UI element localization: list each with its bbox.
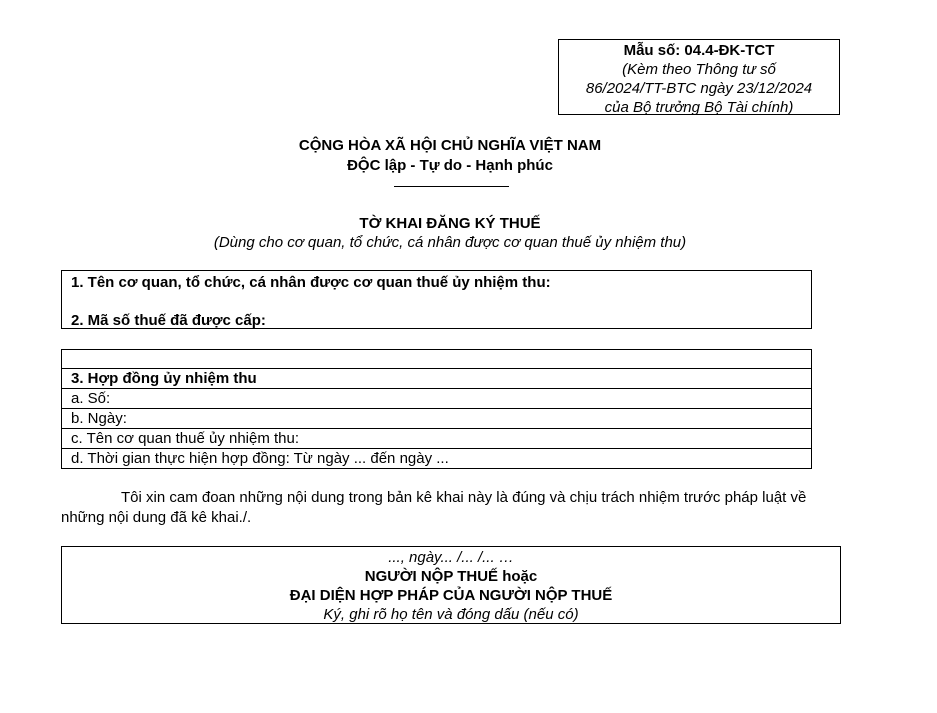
delegating-tax-office: c. Tên cơ quan thuế ủy nhiệm thu: <box>62 429 812 449</box>
document-subtitle: (Dùng cho cơ quan, tổ chức, cá nhân được cơ quan thuế ủy nhiệm thu) <box>213 234 687 251</box>
document-title: TỜ KHAI ĐĂNG KÝ THUẾ <box>359 215 541 232</box>
declaration-text: Tôi xin cam đoan những nội dung trong bản kê khai này là đúng và chịu trách nhiệm trước pháp luật về những nội dung đã kê khai./. <box>61 489 807 526</box>
table-row <box>62 389 812 409</box>
item-taxpayer-name: 1. Tên cơ quan, tổ chức, cá nhân được cơ quan thuế ủy nhiệm thu: <box>71 274 551 291</box>
empty-cell <box>62 350 812 369</box>
table-row <box>62 409 812 429</box>
form-note-line-3: của Bộ trưởng Bộ Tài chính) <box>604 99 794 116</box>
form-number: Mẫu số: 04.4-ĐK-TCT <box>623 42 775 59</box>
table-row <box>62 449 812 469</box>
national-motto: ĐỘC lập - Tự do - Hạnh phúc <box>347 157 553 174</box>
contract-date: b. Ngày: <box>62 409 812 429</box>
taxpayer-info-box <box>61 270 812 329</box>
table-row <box>62 369 812 389</box>
contract-heading: 3. Hợp đồng ủy nhiệm thu <box>62 369 812 389</box>
signer-line-2: ĐẠI DIỆN HỢP PHÁP CỦA NGƯỜI NỘP THUẾ <box>289 587 613 604</box>
header-divider <box>394 186 509 187</box>
contract-period: d. Thời gian thực hiện hợp đồng: Từ ngày ... đến ngày ... <box>62 449 812 469</box>
form-note-line-2: 86/2024/TT-BTC ngày 23/12/2024 <box>585 80 813 97</box>
date-line: ..., ngày... /... /... … <box>388 549 514 566</box>
contract-table <box>61 349 812 469</box>
signature-box <box>61 546 841 624</box>
table-row <box>62 350 812 369</box>
contract-number: a. Số: <box>62 389 812 409</box>
country-name: CỘNG HÒA XÃ HỘI CHỦ NGHĨA VIỆT NAM <box>298 137 602 154</box>
item-tax-code: 2. Mã số thuế đã được cấp: <box>71 312 266 329</box>
form-number-box <box>558 39 840 115</box>
signature-instruction: Ký, ghi rõ họ tên và đóng dấu (nếu có) <box>323 606 579 623</box>
form-note-line-1: (Kèm theo Thông tư số <box>622 61 776 78</box>
table-row <box>62 429 812 449</box>
signer-line-1: NGƯỜI NỘP THUẾ hoặc <box>364 568 538 585</box>
